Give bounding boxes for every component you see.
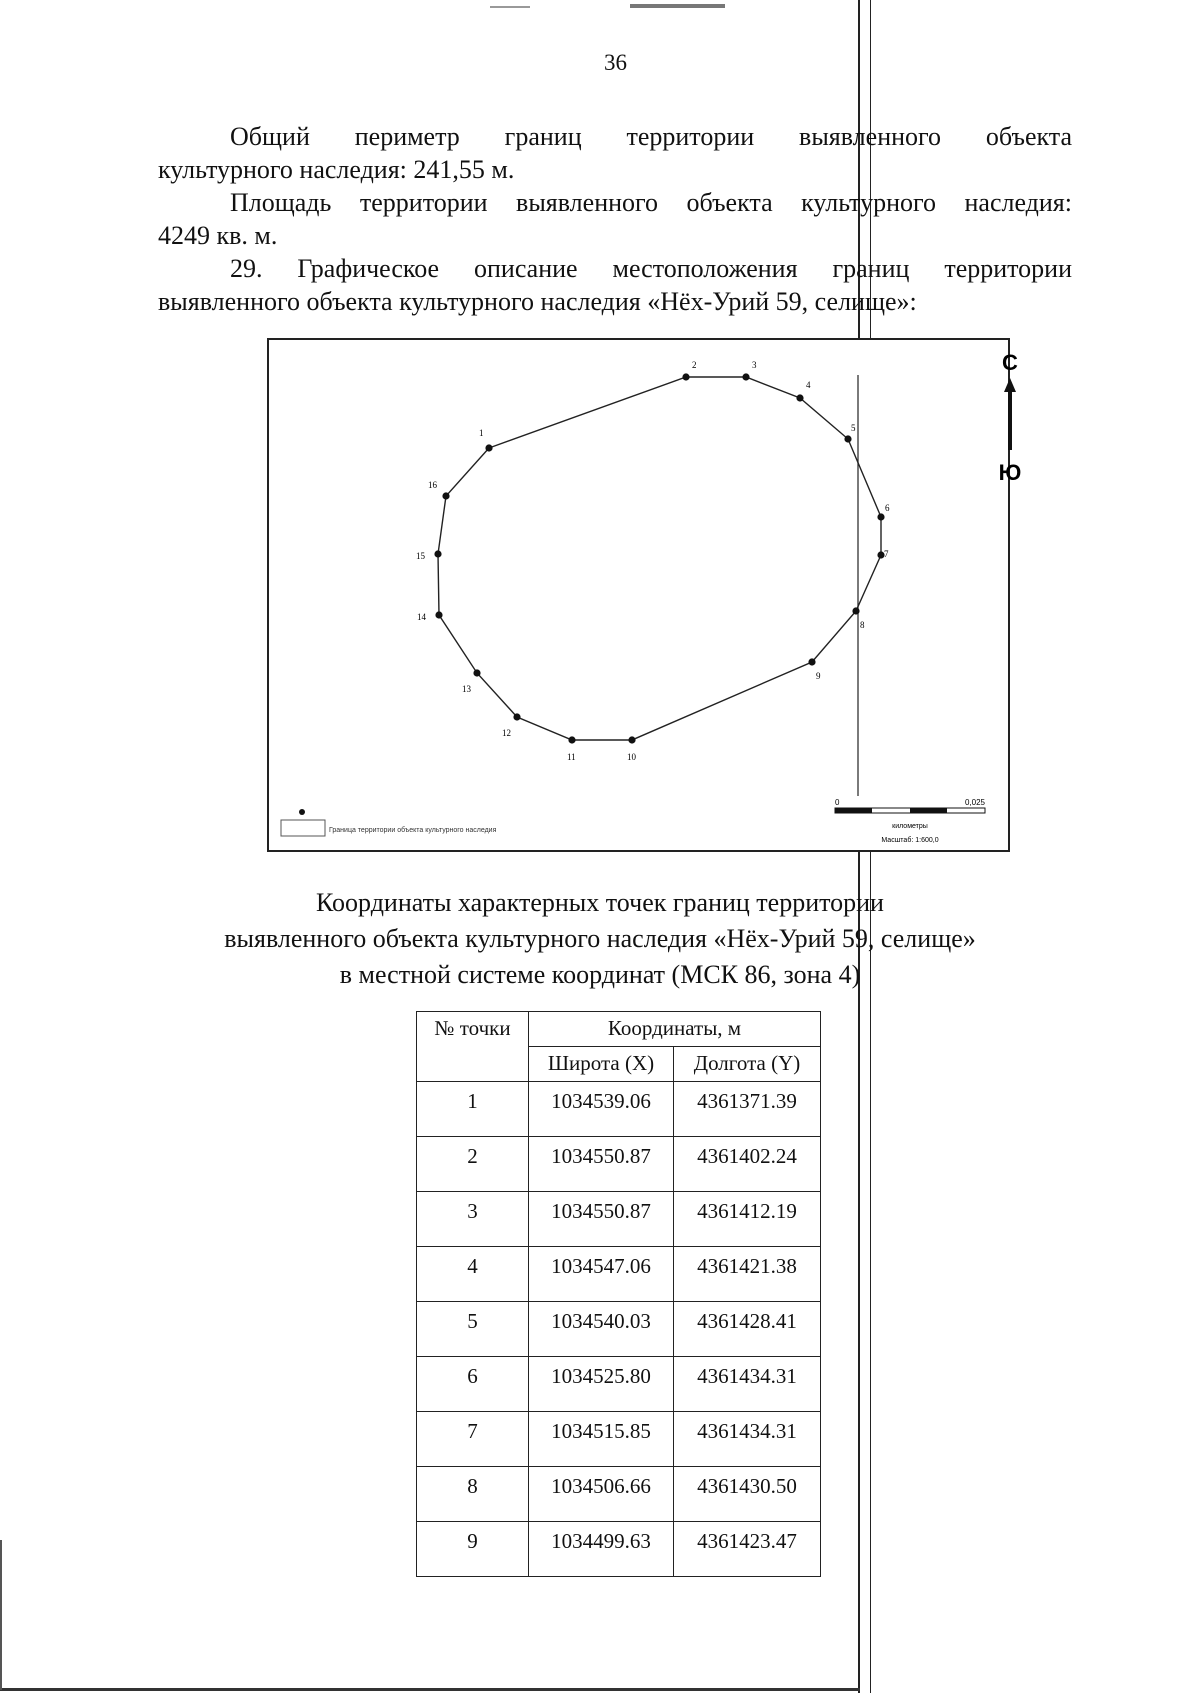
perimeter-paragraph [158, 120, 1072, 186]
x-cell: 1034506.66 [529, 1467, 674, 1522]
table-row [417, 1467, 821, 1522]
y-cell: 4361428.41 [674, 1302, 821, 1357]
boundary-point-label: 7 [884, 549, 889, 559]
boundary-point-label: 5 [851, 423, 856, 433]
table-row [417, 1137, 821, 1192]
point-number-cell: 4 [417, 1247, 529, 1302]
boundary-point-13 [473, 669, 480, 676]
x-cell: 1034550.87 [529, 1137, 674, 1192]
legend-label: Граница территории объекта культурного наследия [329, 827, 497, 834]
boundary-point-3 [742, 373, 749, 380]
header-longitude-y: Долгота (Y) [674, 1047, 821, 1082]
header-coordinates: Координаты, м [529, 1012, 821, 1047]
scale-bar [835, 798, 986, 844]
legend-swatch [281, 820, 325, 836]
caption-line-3: в местной системе координат (МСК 86, зона 4) [339, 960, 861, 989]
coordinates-table [416, 1011, 821, 1577]
boundary-point-2 [682, 373, 689, 380]
header-latitude-x: Широта (X) [529, 1047, 674, 1082]
boundary-point-label: 3 [752, 360, 757, 370]
legend-point-icon [299, 809, 305, 815]
area-line-1: Площадь территории выявленного объекта культурного наследия: [230, 188, 1072, 217]
north-arrow-head-icon [1004, 378, 1016, 392]
table-caption [150, 885, 1050, 993]
boundary-point-8 [852, 607, 859, 614]
boundary-point-label: 9 [816, 671, 821, 681]
point-number-cell: 8 [417, 1467, 529, 1522]
boundary-point-label: 4 [806, 380, 811, 390]
north-label: С [1002, 350, 1018, 375]
scale-ratio-label: Масштаб: 1:600,0 [881, 837, 939, 844]
x-cell: 1034547.06 [529, 1247, 674, 1302]
south-label: Ю [998, 460, 1022, 485]
map-legend [281, 809, 497, 836]
boundary-point-label: 8 [860, 620, 865, 630]
page-number: 36 [604, 50, 627, 75]
boundary-point-14 [435, 611, 442, 618]
scale-bar-segment [835, 808, 872, 813]
boundary-point-11 [568, 736, 575, 743]
y-cell: 4361423.47 [674, 1522, 821, 1577]
point-number-cell: 9 [417, 1522, 529, 1577]
boundary-point-label: 2 [692, 360, 697, 370]
scale-start-label: 0 [835, 798, 840, 807]
point-number-cell: 2 [417, 1137, 529, 1192]
boundary-polygon [438, 377, 881, 740]
x-cell: 1034550.87 [529, 1192, 674, 1247]
scale-bar-segment [910, 808, 947, 813]
table-row [417, 1192, 821, 1247]
boundary-point-9 [808, 658, 815, 665]
table-row [417, 1247, 821, 1302]
scan-smudge [490, 6, 530, 8]
graphic-line-2: выявленного объекта культурного наследия «Нёх-Урий 59, селище»: [158, 287, 917, 316]
header-point-number: № точки [417, 1012, 529, 1082]
boundary-point-16 [442, 492, 449, 499]
x-cell: 1034515.85 [529, 1412, 674, 1467]
x-cell: 1034525.80 [529, 1357, 674, 1412]
y-cell: 4361430.50 [674, 1467, 821, 1522]
table-row [417, 1522, 821, 1577]
table-row [417, 1412, 821, 1467]
scan-bottom-edge [0, 1688, 860, 1691]
boundary-point-label: 15 [416, 551, 425, 561]
boundary-points [416, 360, 890, 762]
boundary-point-1 [485, 444, 492, 451]
boundary-point-5 [844, 435, 851, 442]
boundary-point-12 [513, 713, 520, 720]
scan-smudge [630, 4, 725, 8]
perimeter-line-2: культурного наследия: 241,55 м. [158, 155, 515, 184]
scan-left-edge [0, 1540, 2, 1690]
boundary-point-label: 13 [462, 684, 471, 694]
boundary-point-10 [628, 736, 635, 743]
graphic-line-1: 29. Графическое описание местоположения границ территории [230, 254, 1072, 283]
table-row [417, 1357, 821, 1412]
caption-line-1: Координаты характерных точек границ территории [316, 888, 884, 917]
boundary-map [267, 338, 1022, 852]
boundary-point-15 [434, 550, 441, 557]
table-row [417, 1082, 821, 1137]
area-paragraph [158, 186, 1072, 252]
point-number-cell: 3 [417, 1192, 529, 1247]
caption-line-2: выявленного объекта культурного наследия «Нёх-Урий 59, селище» [224, 924, 976, 953]
boundary-map-svg [269, 340, 1022, 854]
boundary-point-label: 11 [567, 752, 576, 762]
boundary-point-label: 1 [479, 428, 484, 438]
y-cell: 4361421.38 [674, 1247, 821, 1302]
boundary-point-label: 10 [627, 752, 636, 762]
x-cell: 1034499.63 [529, 1522, 674, 1577]
scale-end-label: 0,025 [964, 798, 985, 807]
boundary-point-4 [796, 394, 803, 401]
boundary-point-6 [877, 513, 884, 520]
y-cell: 4361371.39 [674, 1082, 821, 1137]
y-cell: 4361412.19 [674, 1192, 821, 1247]
y-cell: 4361434.31 [674, 1412, 821, 1467]
scale-units-label: километры [892, 823, 928, 830]
x-cell: 1034539.06 [529, 1082, 674, 1137]
boundary-point-label: 16 [428, 480, 437, 490]
point-number-cell: 6 [417, 1357, 529, 1412]
north-arrow [999, 350, 1022, 485]
x-cell: 1034540.03 [529, 1302, 674, 1357]
point-number-cell: 7 [417, 1412, 529, 1467]
table-row [417, 1302, 821, 1357]
y-cell: 4361402.24 [674, 1137, 821, 1192]
boundary-point-label: 14 [417, 612, 426, 622]
area-line-2: 4249 кв. м. [158, 221, 278, 250]
point-number-cell: 5 [417, 1302, 529, 1357]
y-cell: 4361434.31 [674, 1357, 821, 1412]
perimeter-line-1: Общий периметр границ территории выявленного объекта [230, 122, 1072, 151]
boundary-point-label: 6 [885, 503, 890, 513]
point-number-cell: 1 [417, 1082, 529, 1137]
graphic-description-paragraph [158, 252, 1072, 318]
boundary-point-label: 12 [502, 728, 511, 738]
